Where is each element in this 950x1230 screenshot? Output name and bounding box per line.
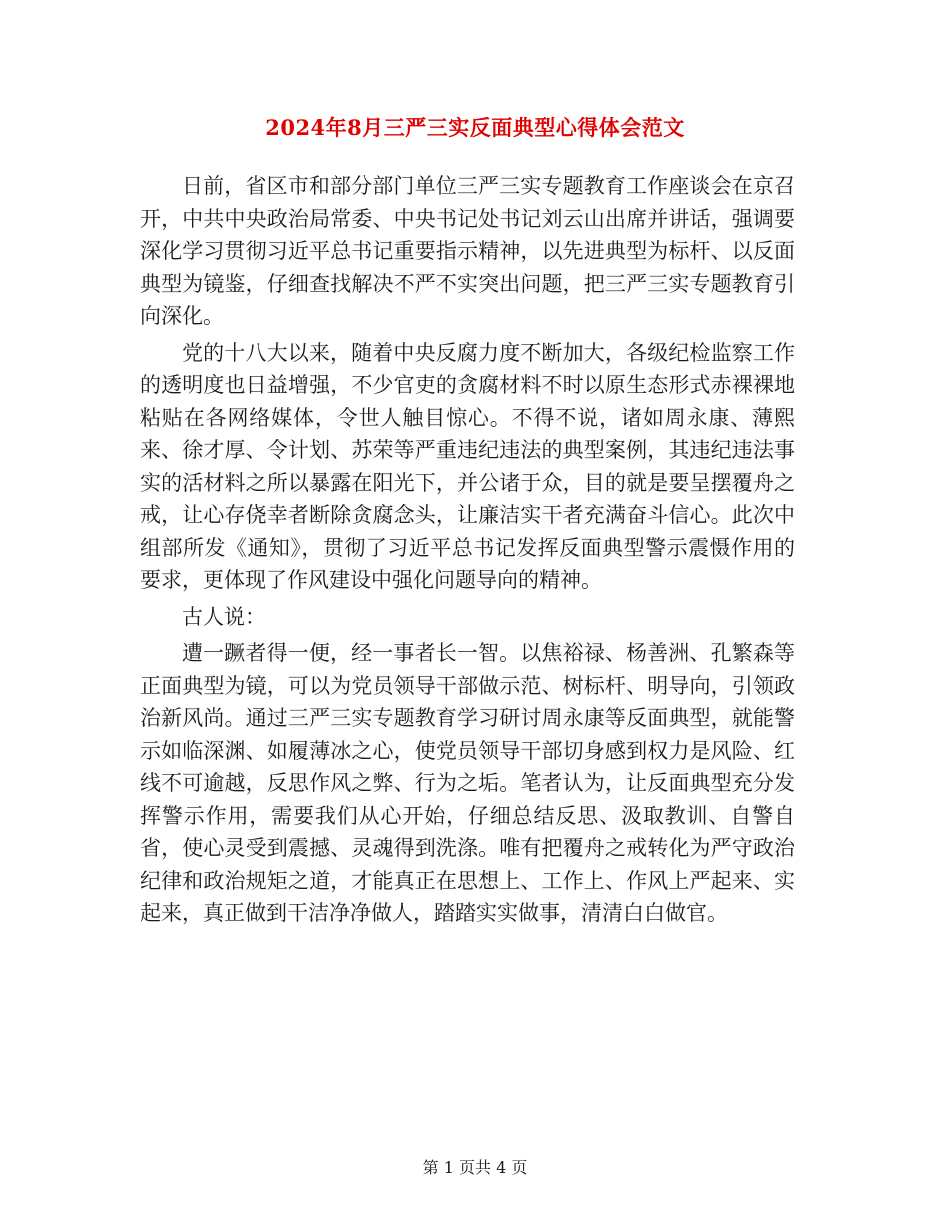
page-footer: 第 1 页共 4 页: [422, 1158, 528, 1177]
paragraph-3: 古人说：: [182, 604, 266, 629]
paragraph-4: 遭一蹶者得一便，经一事者长一智。以焦裕禄、杨善洲、孔繁森等正面典型为镜，可以为党员领导干部做示范、树标杆、明导向，引领政治新风尚。通过三严三实专题教育学习研讨周永康等反面典型，就能警示如临深渊、如履薄冰之心，使党员领导干部切身感到权力是风险、红线不可逾越，反思作风之弊、行为之垢。笔者认为，让反面典型充分发挥警示作用，需要我们从心开始，仔细总结反思、汲取教训、自警自省，使心灵受到震撼、灵魂得到洗涤。唯有把覆舟之戒转化为严守政治纪律和政治规矩之道，才能真正在思想上、工作上、作风上严起来、实起来，真正做到干洁净净做人，踏踏实实做事，清清白白做官。: [140, 641, 795, 925]
paragraph-1: 日前，省区市和部分部门单位三严三实专题教育工作座谈会在京召开，中共中央政治局常委、中央书记处书记刘云山出席并讲话，强调要深化学习贯彻习近平总书记重要指示精神，以先进典型为标杆、以反面典型为镜鉴，仔细查找解决不严不实突出问题，把三严三实专题教育引向深化。: [140, 174, 795, 328]
document-title: 2024年8月三严三实反面典型心得体会范文: [265, 115, 685, 140]
document-body: [140, 170, 795, 934]
paragraph-2: 党的十八大以来，随着中央反腐力度不断加大，各级纪检监察工作的透明度也日益增强，不少官吏的贪腐材料不时以原生态形式赤裸裸地粘贴在各网络媒体，令世人触目惊心。不得不说，诸如周永康、薄熙来、徐才厚、令计划、苏荣等严重违纪违法的典型案例，其违纪违法事实的活材料之所以暴露在阳光下，并公诸于众，目的就是要呈摆覆舟之戒，让心存侥幸者断除贪腐念头，让廉洁实干者充满奋斗信心。此次中组部所发《通知》，贯彻了习近平总书记发挥反面典型警示震慑作用的要求，更体现了作风建设中强化问题导向的精神。: [140, 340, 795, 592]
